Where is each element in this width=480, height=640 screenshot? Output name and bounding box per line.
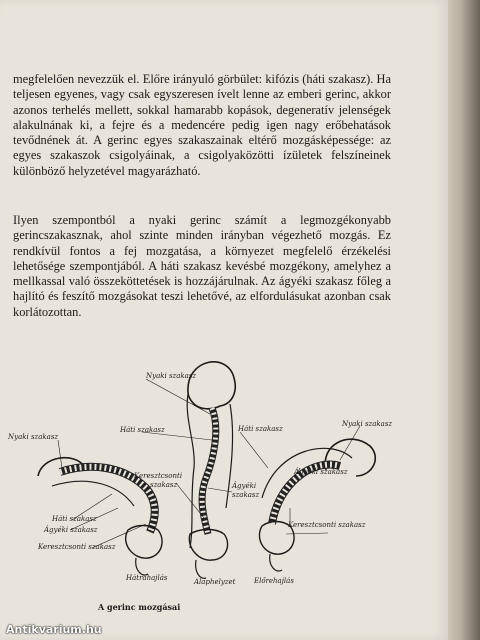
- spine-movement-figure: [0, 348, 448, 640]
- label-left-hati: Háti szakasz: [52, 515, 97, 523]
- label-center-nyaki: Nyaki szakasz: [146, 372, 197, 380]
- posture-label-flexion: Előrehajlás: [254, 577, 294, 585]
- posture-label-neutral: Alaphelyzet: [194, 578, 236, 586]
- spine-neutral-drawing: [187, 362, 235, 578]
- label-center-kereszt-1: Keresztcsonti: [134, 472, 183, 480]
- watermark: Antikvarium.hu: [6, 623, 102, 636]
- book-page-edge: [448, 0, 480, 640]
- label-right-agyeki: Ágyéki szakasz: [294, 468, 348, 476]
- posture-label-extension: Hátrahajlás: [126, 574, 168, 582]
- label-right-kereszt: Keresztcsonti szakasz: [288, 521, 366, 529]
- figure-caption: A gerinc mozgásai: [98, 602, 181, 612]
- label-right-hati: Háti szakasz: [238, 425, 283, 433]
- label-center-kereszt-2: szakasz: [150, 481, 178, 489]
- label-center-agyeki-1: Ágyéki: [232, 482, 257, 490]
- label-right-nyaki: Nyaki szakasz: [342, 420, 393, 428]
- label-left-agyeki: Ágyéki szakasz: [44, 526, 98, 534]
- paragraph-mobility: Ilyen szempontból a nyaki gerinc számít a legmozgékonyabb gerincszakasznak, ahol szinte minden irányban végezhető mozgás. Ez rendkívül fontos a fej mozgatása, a környezet megfelelő érzékelési lehetősége szempontjából. A háti szakasz kevésbé mozgékony, amelyhez a mellkassal való összeköttetések is hozzájárulnak. Az ágyéki szakasz főleg a hajlító és feszítő mozgásokat teszi lehetővé, az elfordulásukat azonban csak korlátozottan.: [13, 213, 391, 319]
- label-center-hati: Háti szakasz: [120, 426, 165, 434]
- spine-illustration: [0, 348, 448, 640]
- label-center-agyeki-2: szakasz: [232, 491, 260, 499]
- label-left-kereszt: Keresztcsonti szakasz: [38, 543, 116, 551]
- label-left-nyaki: Nyaki szakasz: [8, 433, 59, 441]
- paragraph-curvature: megfelelően nevezzük el. Előre irányuló görbület: kifózis (háti szakasz). Ha teljesen egyenes, vagy csak egyszeresen ívelt lenne az emberi gerinc, akkor azonos terhelés mellett, sokkal hamarabb kopások, degeneratív jelenségek alakulnának ki, a fejre és a medencére pedig igen nagy erőbehatások tevődnének át. A gerinc egyes szakaszainak eltérő mozgásképessége: az egyes szakaszok csigolyáinak, a csigolyaközötti ízületek felszíneinek különböző helyzetével magyarázható.: [13, 72, 391, 178]
- spine-flexion-drawing: [259, 439, 375, 571]
